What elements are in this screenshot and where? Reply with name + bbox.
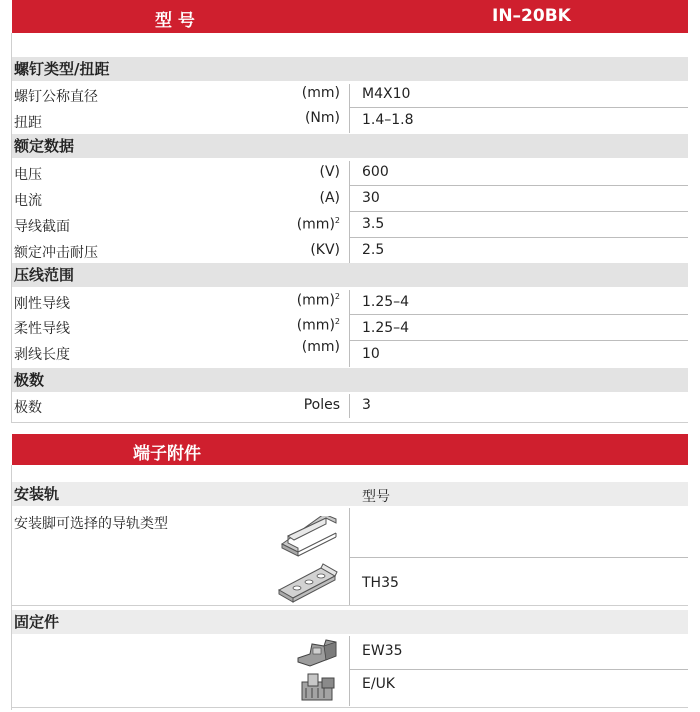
unit-text: (mm) (296, 216, 335, 233)
row-label: 柔性导线 (14, 321, 70, 337)
row-label: 导线截面 (14, 219, 70, 235)
row-value: 10 (362, 346, 380, 362)
din-rail-top-hat-icon (278, 516, 340, 558)
rail-title: 安装轨 (14, 485, 60, 503)
row-label: 螺钉公称直径 (14, 89, 98, 105)
rail-section-row (12, 482, 688, 506)
row-value: M4X10 (362, 86, 411, 102)
fixing-item-value: EW35 (362, 643, 403, 659)
divider (349, 340, 688, 341)
row-value: 2.5 (362, 242, 385, 258)
row-value: 1.25–4 (362, 294, 410, 310)
row-unit: Poles (303, 397, 340, 413)
row-value: 3 (362, 397, 371, 413)
row-label: 极数 (14, 400, 42, 416)
column-divider (349, 290, 350, 367)
rail-model-header: 型号 (362, 489, 390, 505)
din-rail-slotted-icon (275, 562, 341, 604)
divider (349, 237, 688, 238)
rail-model-value: TH35 (362, 575, 399, 591)
row-value: 30 (362, 190, 380, 206)
table-bottom-border (12, 422, 688, 423)
column-divider (349, 636, 350, 706)
row-unit (297, 292, 340, 309)
header-model-value: IN–20BK (492, 6, 571, 26)
end-bracket-icon (296, 638, 340, 668)
section-screw-title: 螺钉类型/扭距 (12, 57, 688, 81)
row-unit: (mm) (301, 339, 340, 355)
section-crimp-title: 压线范围 (12, 263, 688, 287)
row-unit (297, 317, 340, 334)
row-unit: (mm) (301, 85, 340, 101)
row-unit (297, 216, 340, 233)
header-bar (12, 0, 688, 33)
unit-text: (mm) (296, 292, 335, 309)
divider (349, 107, 688, 108)
left-border (11, 33, 12, 423)
rail-description: 安装脚可选择的导轨类型 (14, 516, 168, 532)
divider (349, 557, 688, 558)
fixing-section-title: 固定件 (12, 610, 688, 634)
header-model-label: 型 号 (155, 11, 195, 31)
divider (349, 314, 688, 315)
row-label: 刚性导线 (14, 296, 70, 312)
column-divider (349, 394, 350, 418)
unit-superscript: 2 (334, 292, 340, 301)
row-label: 电流 (14, 193, 42, 209)
unit-superscript: 2 (334, 317, 340, 326)
row-unit: (A) (319, 190, 340, 206)
end-clamp-icon (298, 672, 340, 704)
row-unit: (V) (319, 164, 340, 180)
row-value: 1.4–1.8 (362, 112, 414, 128)
divider (349, 211, 688, 212)
row-label: 扭距 (14, 115, 42, 131)
row-value: 600 (362, 164, 389, 180)
section-poles-title: 极数 (12, 368, 688, 392)
accessories-title: 端子附件 (133, 444, 201, 464)
row-value: 1.25–4 (362, 320, 410, 336)
fixing-item-value: E/UK (362, 676, 395, 692)
row-label: 剥线长度 (14, 347, 70, 363)
unit-superscript: 2 (334, 216, 340, 225)
row-unit: (KV) (310, 242, 340, 258)
section-rated-title: 额定数据 (12, 134, 688, 158)
unit-text: (mm) (296, 317, 335, 334)
accessories-bar (12, 434, 688, 465)
column-divider (349, 161, 350, 263)
column-divider (349, 84, 350, 133)
row-label: 额定冲击耐压 (14, 245, 98, 261)
row-value: 3.5 (362, 216, 385, 232)
row-label: 电压 (14, 167, 42, 183)
row-unit: (Nm) (304, 110, 340, 126)
table-bottom-border (12, 707, 688, 708)
divider (349, 669, 688, 670)
divider (12, 605, 688, 606)
divider (349, 185, 688, 186)
